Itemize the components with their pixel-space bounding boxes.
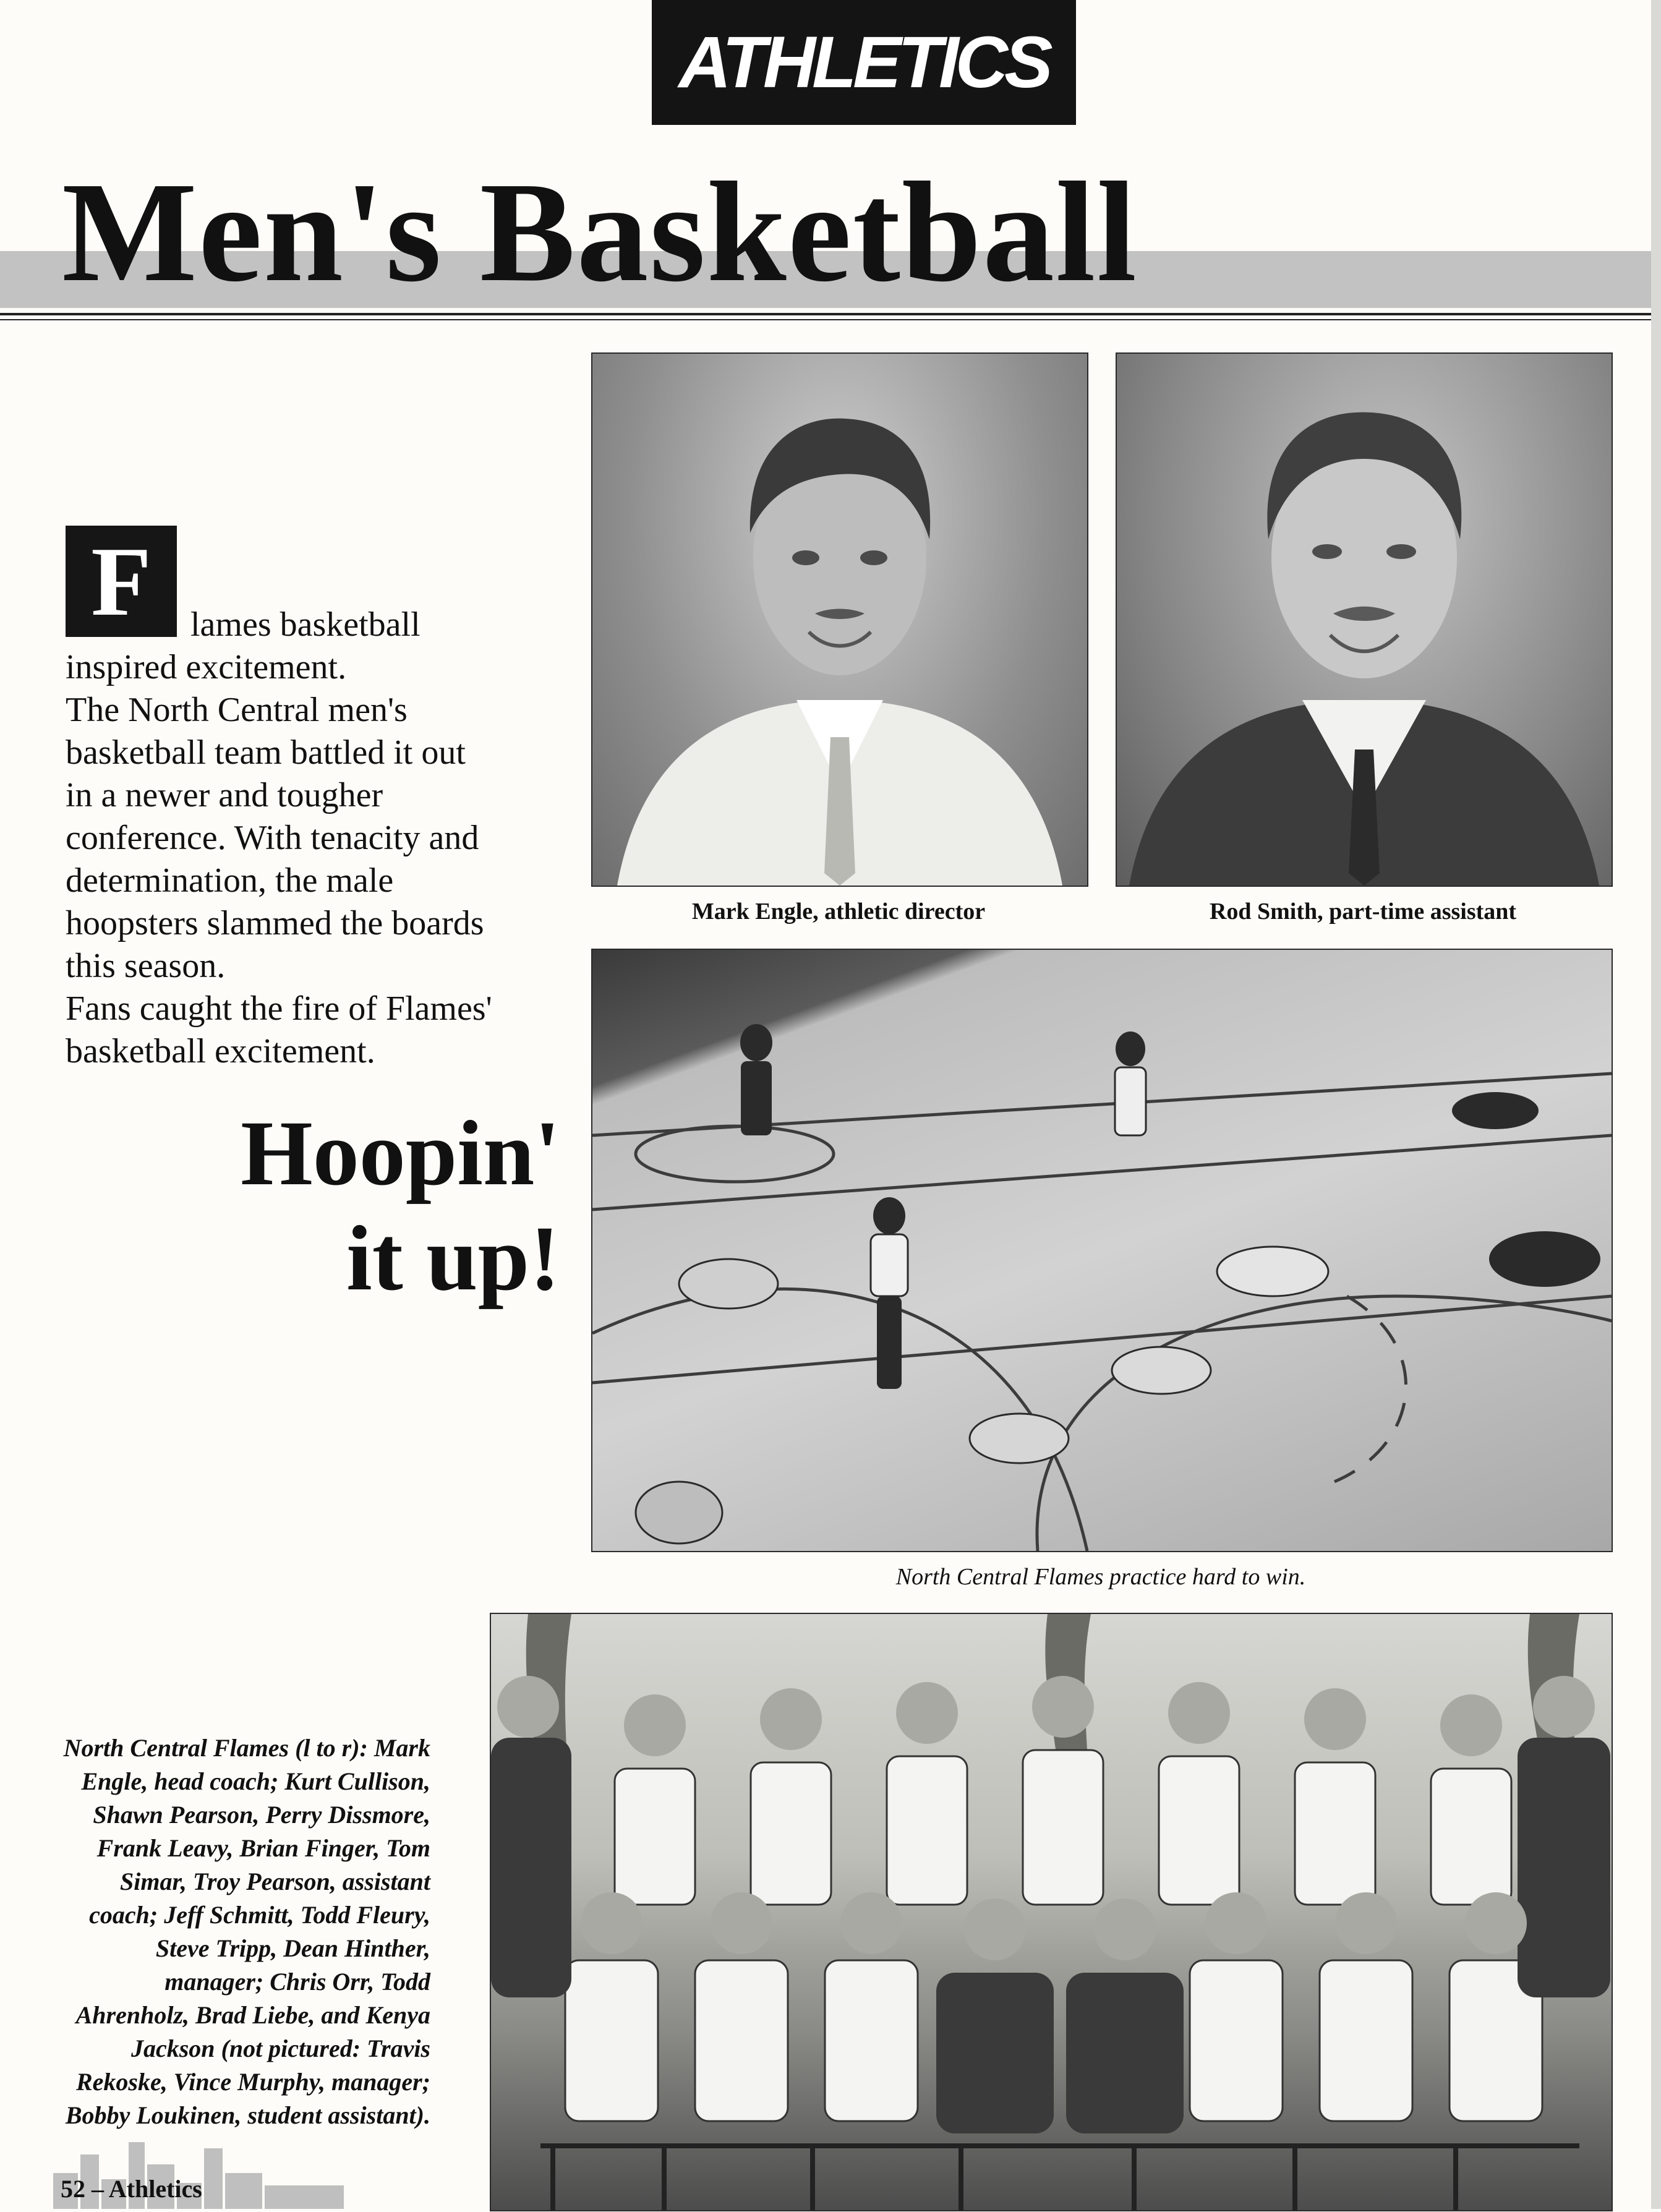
title-rule bbox=[0, 313, 1652, 315]
intro-body: inspired excitement. The North Central men's basketball team battled it out in a newer and tougher conference. With tenacity and determination, the male hoopsters slammed the boards this season. Fans caught the fire of Flames' basketball excitement. bbox=[66, 648, 492, 1070]
portrait-illustration bbox=[592, 354, 1087, 886]
photo-team-practice bbox=[591, 949, 1613, 1552]
page-title: Men's Basketball bbox=[62, 153, 1138, 312]
caption-rod-smith: Rod Smith, part-time assistant bbox=[1209, 899, 1517, 925]
title-rule-thin bbox=[0, 319, 1652, 320]
caption-practice: North Central Flames practice hard to win. bbox=[895, 1564, 1306, 1590]
photo-team-group bbox=[490, 1613, 1613, 2211]
team-group-illustration bbox=[491, 1614, 1612, 2210]
intro-first-line: lames basketball bbox=[190, 605, 421, 644]
photo-rod-smith bbox=[1116, 352, 1613, 887]
gym-floor-illustration bbox=[592, 950, 1612, 1551]
caption-team-roster: North Central Flames (l to r): Mark Engle, head coach; Kurt Cullison, Shawn Pearson, Perry Dissmore, Frank Leavy, Brian Finger, Tom Simar, Troy Pearson, assistant coach; Jeff Schmitt, Todd Fleury, Steve Tripp, Dean Hinther, manager; Chris Orr, Todd Ahrenholz, Brad Liebe, and Kenya Jackson (not pictured: Travis Rekoske, Vince Murphy, manager; Bobby Loukinen, student assistant). bbox=[63, 1734, 430, 2129]
page-edge bbox=[1651, 0, 1661, 2209]
section-tab bbox=[652, 0, 1076, 125]
drop-cap: F bbox=[66, 526, 177, 637]
portrait-illustration bbox=[1117, 354, 1612, 886]
page-folio: 52 – Athletics bbox=[61, 2175, 202, 2203]
caption-mark-engle: Mark Engle, athletic director bbox=[691, 899, 986, 925]
intro-copy bbox=[66, 526, 560, 1073]
section-label: ATHLETICS bbox=[678, 22, 1049, 103]
headline: Hoopin' it up! bbox=[241, 1102, 560, 1310]
photo-mark-engle bbox=[591, 352, 1088, 887]
